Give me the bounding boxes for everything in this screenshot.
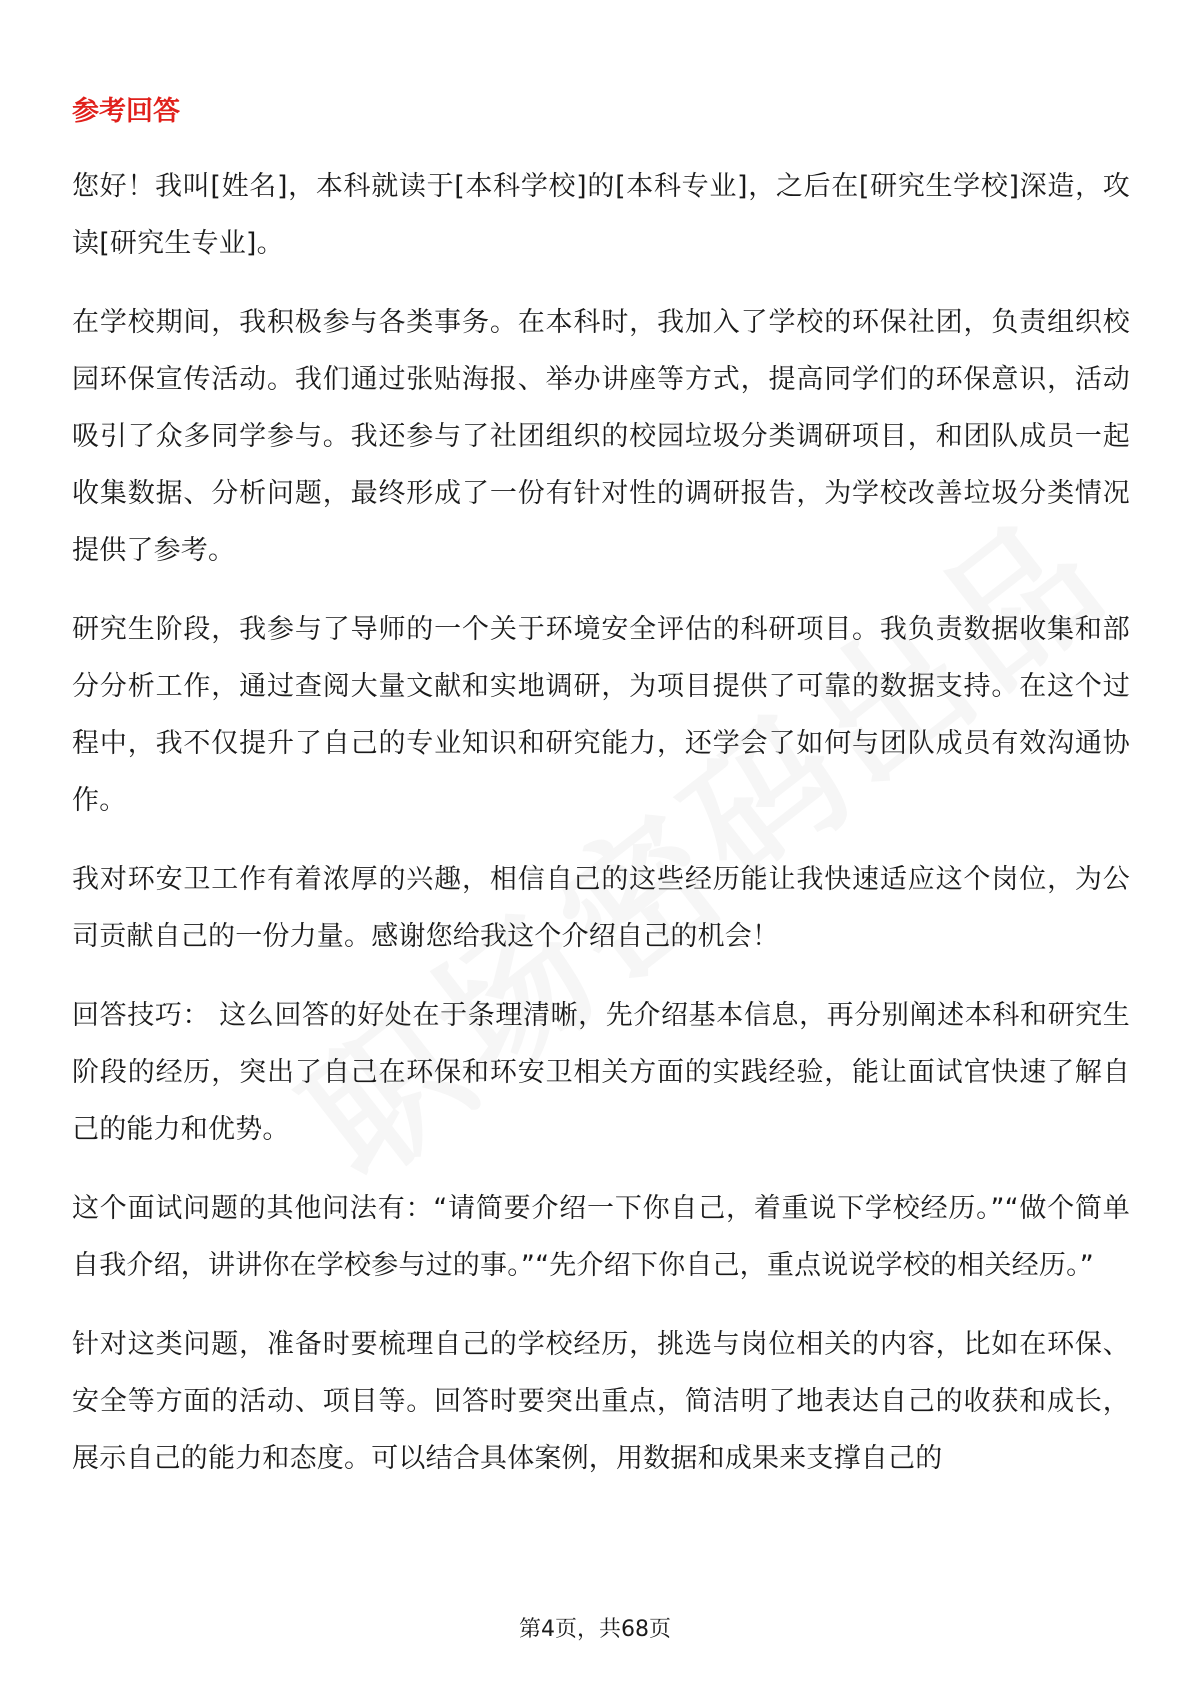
section-heading: 参考回答 xyxy=(72,96,180,127)
paragraph-closing: 我对环安卫工作有着浓厚的兴趣，相信自己的这些经历能让我快速适应这个岗位，为公司贡献自己的一份力量。感谢您给我这个介绍自己的机会！ xyxy=(72,864,1130,952)
page-number: 第4页，共68页 xyxy=(519,1617,671,1642)
paragraph-alternative-questions: 这个面试问题的其他问法有：“请简要介绍一下你自己，着重说下学校经历。”“做个简单自我介绍，讲讲你在学校参与过的事。”“先介绍下你自己，重点说说学校的相关经历。” xyxy=(72,1193,1130,1281)
paragraph-preparation: 针对这类问题，准备时要梳理自己的学校经历，挑选与岗位相关的内容，比如在环保、安全等方面的活动、项目等。回答时要突出重点，简洁明了地表达自己的收获和成长，展示自己的能力和态度。可以结合具体案例，用数据和成果来支撑自己的 xyxy=(72,1329,1130,1474)
paragraph-tips: 回答技巧： 这么回答的好处在于条理清晰，先介绍基本信息，再分别阐述本科和研究生阶段的经历，突出了自己在环保和环安卫相关方面的实践经验，能让面试官快速了解自己的能力和优势。 xyxy=(72,1000,1130,1145)
paragraph-undergrad: 在学校期间，我积极参与各类事务。在本科时，我加入了学校的环保社团，负责组织校园环保宣传活动。我们通过张贴海报、举办讲座等方式，提高同学们的环保意识，活动吸引了众多同学参与。我还参与了社团组织的校园垃圾分类调研项目，和团队成员一起收集数据、分析问题，最终形成了一份有针对性的调研报告，为学校改善垃圾分类情况提供了参考。 xyxy=(72,307,1130,566)
content-area xyxy=(72,92,1130,1509)
paragraph-graduate: 研究生阶段，我参与了导师的一个关于环境安全评估的科研项目。我负责数据收集和部分分析工作，通过查阅大量文献和实地调研，为项目提供了可靠的数据支持。在这个过程中，我不仅提升了自己的专业知识和研究能力，还学会了如何与团队成员有效沟通协作。 xyxy=(72,614,1130,816)
paragraph-intro: 您好！我叫[姓名]，本科就读于[本科学校]的[本科专业]，之后在[研究生学校]深造，攻读[研究生专业]。 xyxy=(72,171,1130,259)
